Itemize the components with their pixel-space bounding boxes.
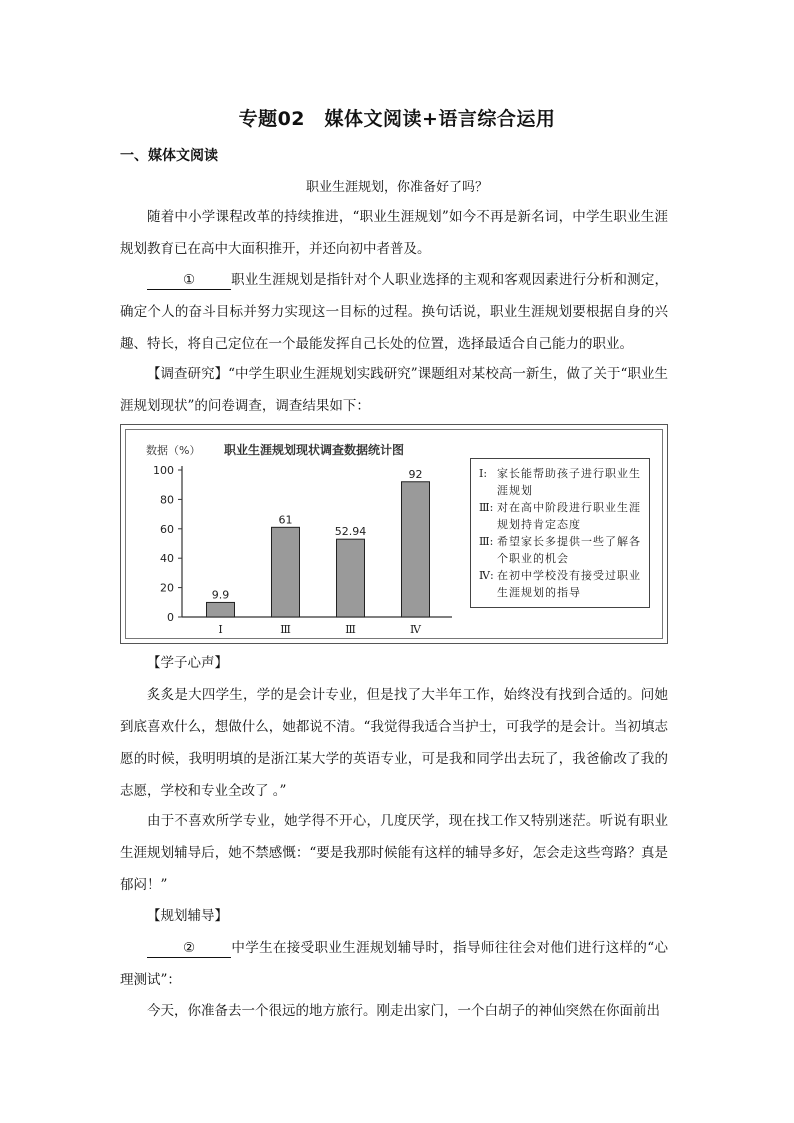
legend-entry <box>479 567 643 601</box>
x-tick-label: Ⅲ <box>280 623 291 636</box>
label-student-voice: 【学子心声】 <box>147 655 228 671</box>
paragraph-student-feeling: 由于不喜欢所学专业，她学得不开心，几度厌学，现在找工作又特别迷茫。听说有职业生涯规划辅导后，她不禁感慨：“要是我那时候能有这样的辅导多好，怎会走这些弯路？真是郁闷！” <box>120 813 668 893</box>
legend-text: 希望家长多提供一些了解各个职业的机会 <box>497 535 641 565</box>
chart-title: 职业生涯规划现状调查数据统计图 <box>224 443 405 457</box>
legend-key: Ⅲ: <box>479 501 494 514</box>
y-tick-label: 40 <box>160 552 174 566</box>
legend-text: 对在高中阶段进行职业生涯规划持肯定态度 <box>497 501 641 531</box>
bar-value-label: 61 <box>278 513 293 527</box>
legend-entry <box>479 533 643 567</box>
legend-text: 在初中学校没有接受过职业生涯规划的指导 <box>497 569 641 599</box>
chart-legend <box>470 458 650 608</box>
legend-key: Ⅲ: <box>479 535 494 548</box>
bar-value-label: 92 <box>408 467 423 481</box>
label-guidance: 【规划辅导】 <box>147 908 228 924</box>
legend-entry <box>479 465 643 499</box>
paragraph-survey <box>120 358 668 422</box>
label-survey: 【调查研究】 <box>147 366 229 382</box>
x-tick-label: Ⅲ <box>345 623 356 636</box>
y-tick-label: 20 <box>160 581 174 595</box>
legend-entry <box>479 499 643 533</box>
legend-key: Ⅳ: <box>479 569 494 582</box>
paragraph-student-story: 炙炙是大四学生，学的是会计专业，但是找了大半年工作，始终没有找到合适的。问她到底喜欢什么，想做什么，她都说不清。“我觉得我适合当护士，可我学的是会计。当初填志愿的时候，我明明填的是浙江某大学的英语专业，可是我和同学出去玩了，我爸偷改了我的志愿，学校和专业全改了 。” <box>120 687 668 799</box>
chart-inner-frame <box>125 429 663 639</box>
bar-value-label: 52.94 <box>334 525 367 539</box>
y-axis-label: 数据（%） <box>146 444 201 457</box>
page-title: 专题02 媒体文阅读+语言综合运用 <box>238 108 556 130</box>
paragraph-survey-text: “中学生职业生涯规划实践研究”课题组对某校高一新生，做了关于“职业生涯规划现状”的问卷调查，调查结果如下： <box>120 366 668 414</box>
paragraph-intro: 随着中小学课程改革的持续推进，“职业生涯规划”如今不再是新名词，中学生职业生涯规划教育已在高中大面积推开，并还向初中者普及。 <box>120 209 668 257</box>
y-tick-label: 80 <box>160 493 174 507</box>
blank-1: ① <box>147 271 231 290</box>
bar <box>207 602 235 617</box>
paragraph-guidance <box>120 932 668 996</box>
paragraph-guidance-text: 中学生在接受职业生涯规划辅导时，指导师往往会对他们进行这样的“心理测试”： <box>120 940 668 988</box>
bar <box>337 539 365 617</box>
legend-key: Ⅰ: <box>479 467 488 480</box>
legend-text: 家长能帮助孩子进行职业生涯规划 <box>497 467 641 497</box>
x-tick-label: Ⅰ <box>218 623 223 636</box>
x-tick-label: Ⅳ <box>410 623 421 636</box>
y-tick-label: 0 <box>167 611 174 624</box>
y-tick-label: 100 <box>153 464 174 477</box>
y-tick-label: 60 <box>160 522 174 536</box>
bar <box>402 482 430 617</box>
bar-value-label: 9.9 <box>211 588 230 602</box>
paragraph-definition-text: 职业生涯规划是指针对个人职业选择的主观和客观因素进行分析和测定，确定个人的奋斗目标并努力实现这一目标的过程。换句话说，职业生涯规划要根据自身的兴趣、特长，将自己定位在一个最能发挥自己长处的位置，选择最适合自己能力的职业。 <box>120 272 668 352</box>
chart-frame <box>120 424 668 644</box>
paragraph-definition <box>120 264 668 360</box>
bar <box>272 527 300 617</box>
blank-2: ② <box>147 939 231 958</box>
article-title: 职业生涯规划，你准备好了吗？ <box>305 180 488 195</box>
section-heading: 一、媒体文阅读 <box>120 148 218 164</box>
paragraph-test: 今天，你准备去一个很远的地方旅行。刚走出家门，一个白胡子的神仙突然在你面前出 <box>147 1003 660 1019</box>
